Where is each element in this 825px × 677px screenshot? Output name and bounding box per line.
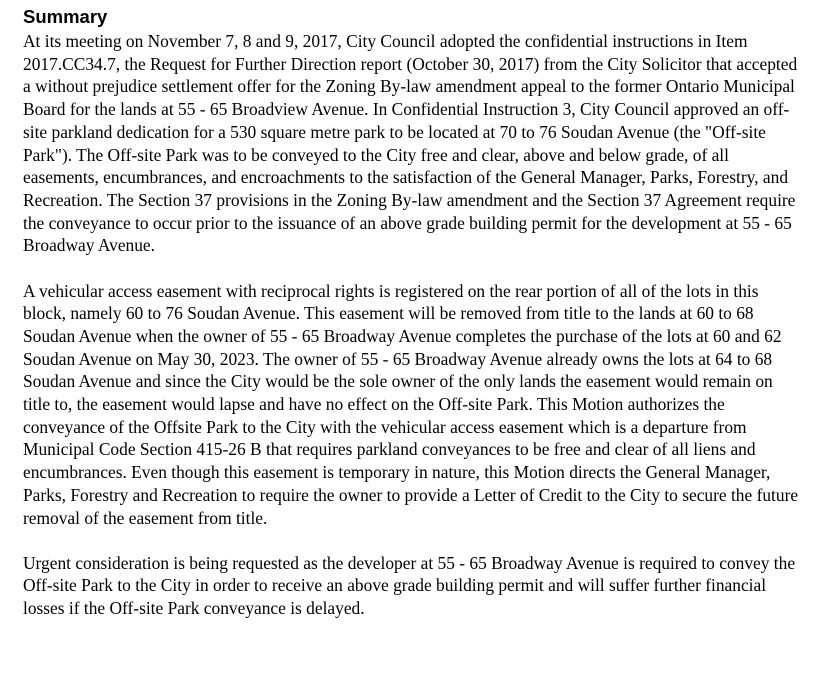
summary-paragraph-2: A vehicular access easement with reciprocal rights is registered on the rear portion of all of the lots in this block, namely 60 to 76 Soudan Avenue. This easement will be removed from title to the lands at 60 to 68 Soudan Avenue when the owner of 55 - 65 Broadway Avenue completes the purchase of the lots at 60 and 62 Soudan Avenue on May 30, 2023. The owner of 55 - 65 Broadway Avenue already owns the lots at 64 to 68 Soudan Avenue and since the City would be the sole owner of the only lands the easement would remain on title to, the easement would lapse and have no effect on the Off-site Park. This Motion authorizes the conveyance of the Offsite Park to the City with the vehicular access easement which is a departure from Municipal Code Section 415-26 B that requires parkland conveyances to be free and clear of all liens and encumbrances. Even though this easement is temporary in nature, this Motion directs the General Manager, Parks, Forestry and Recreation to require the owner to provide a Letter of Credit to the City to secure the future removal of the easement from title.: [23, 280, 799, 528]
summary-paragraph-1: At its meeting on November 7, 8 and 9, 2017, City Council adopted the confidential instructions in Item 2017.CC34.7, the Request for Further Direction report (October 30, 2017) from the City Solicitor that accepted a without prejudice settlement offer for the Zoning By-law amendment appeal to the former Ontario Municipal Board for the lands at 55 - 65 Broadview Avenue. In Confidential Instruction 3, City Council approved an off-site parkland dedication for a 530 square metre park to be located at 70 to 76 Soudan Avenue (the "Off-site Park"). The Off-site Park was to be conveyed to the City free and clear, above and below grade, of all easements, encumbrances, and encroachments to the satisfaction of the General Manager, Parks, Forestry, and Recreation. The Section 37 provisions in the Zoning By-law amendment and the Section 37 Agreement require the conveyance to occur prior to the issuance of an above grade building permit for the development at 55 - 65 Broadway Avenue.: [23, 31, 798, 256]
summary-section: [23, 6, 803, 620]
summary-heading: Summary: [23, 6, 108, 27]
summary-paragraph-3: Urgent consideration is being requested as the developer at 55 - 65 Broadway Avenue is required to convey the Off-site Park to the City in order to receive an above grade building permit and will suffer further financial losses if the Off-site Park conveyance is delayed.: [23, 552, 796, 619]
